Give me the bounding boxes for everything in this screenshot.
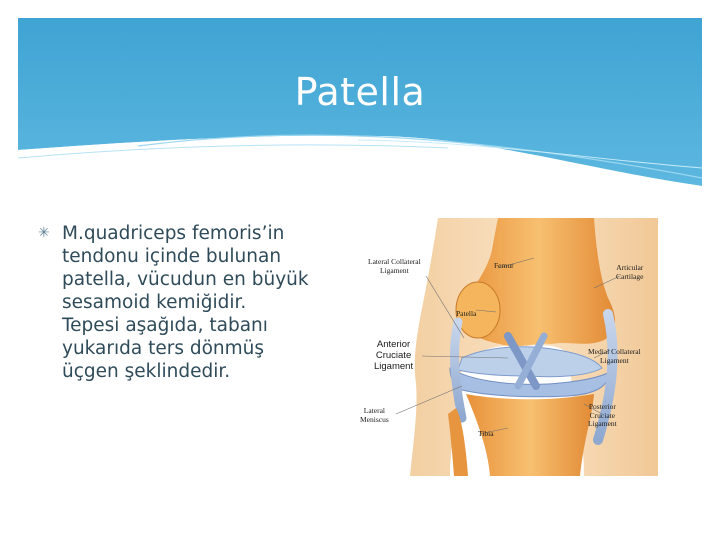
slide-title: Patella	[294, 70, 426, 114]
label-text: Cruciate	[589, 410, 616, 420]
label-text: Articular	[616, 263, 644, 272]
bullet-list	[38, 222, 362, 383]
label-text: Femur	[494, 261, 514, 270]
title-banner	[18, 18, 702, 188]
label-text: Patella	[456, 309, 477, 318]
label-posterior-cruciate	[588, 403, 617, 429]
label-lateral-meniscus	[360, 407, 389, 424]
label-lateral-collateral	[368, 258, 421, 275]
label-text: Meniscus	[360, 414, 389, 424]
label-articular-cartilage	[616, 264, 644, 281]
label-text: Ligament	[379, 265, 409, 275]
label-text: Medial Collateral	[588, 347, 641, 356]
bullet-line: patella, vücudun en büyük	[62, 269, 309, 290]
label-text: Lateral Collateral	[368, 257, 421, 266]
bullet-line: sesamoid kemiğidir.	[62, 292, 247, 313]
label-text: Tibia	[478, 429, 494, 438]
bullet-line: Tepesi aşağıda, tabanı	[62, 315, 268, 336]
label-text: Cartilage	[616, 271, 644, 281]
knee-anatomy-figure	[358, 218, 660, 476]
label-anterior-cruciate	[374, 339, 413, 372]
bullet-line: yukarıda ters dönmüş	[62, 338, 265, 359]
label-medial-collateral	[588, 348, 641, 365]
label-text: Ligament	[588, 419, 617, 428]
label-femur	[494, 262, 514, 271]
label-text: Anterior	[376, 339, 411, 350]
asterisk-bullet-icon: ✳	[38, 225, 50, 241]
label-text: Cruciate	[375, 350, 412, 361]
label-text: Ligament	[599, 355, 629, 365]
bullet-line: üçgen şeklindedir.	[62, 361, 231, 382]
bullet-line: tendonu içinde bulunan	[62, 246, 282, 267]
label-text: Lateral	[363, 406, 385, 415]
label-tibia	[478, 430, 494, 439]
bullet-line: M.quadriceps femoris’in	[62, 223, 285, 244]
label-text: Ligament	[374, 361, 414, 372]
label-patella	[456, 310, 476, 319]
label-text: Posterior	[588, 402, 616, 411]
